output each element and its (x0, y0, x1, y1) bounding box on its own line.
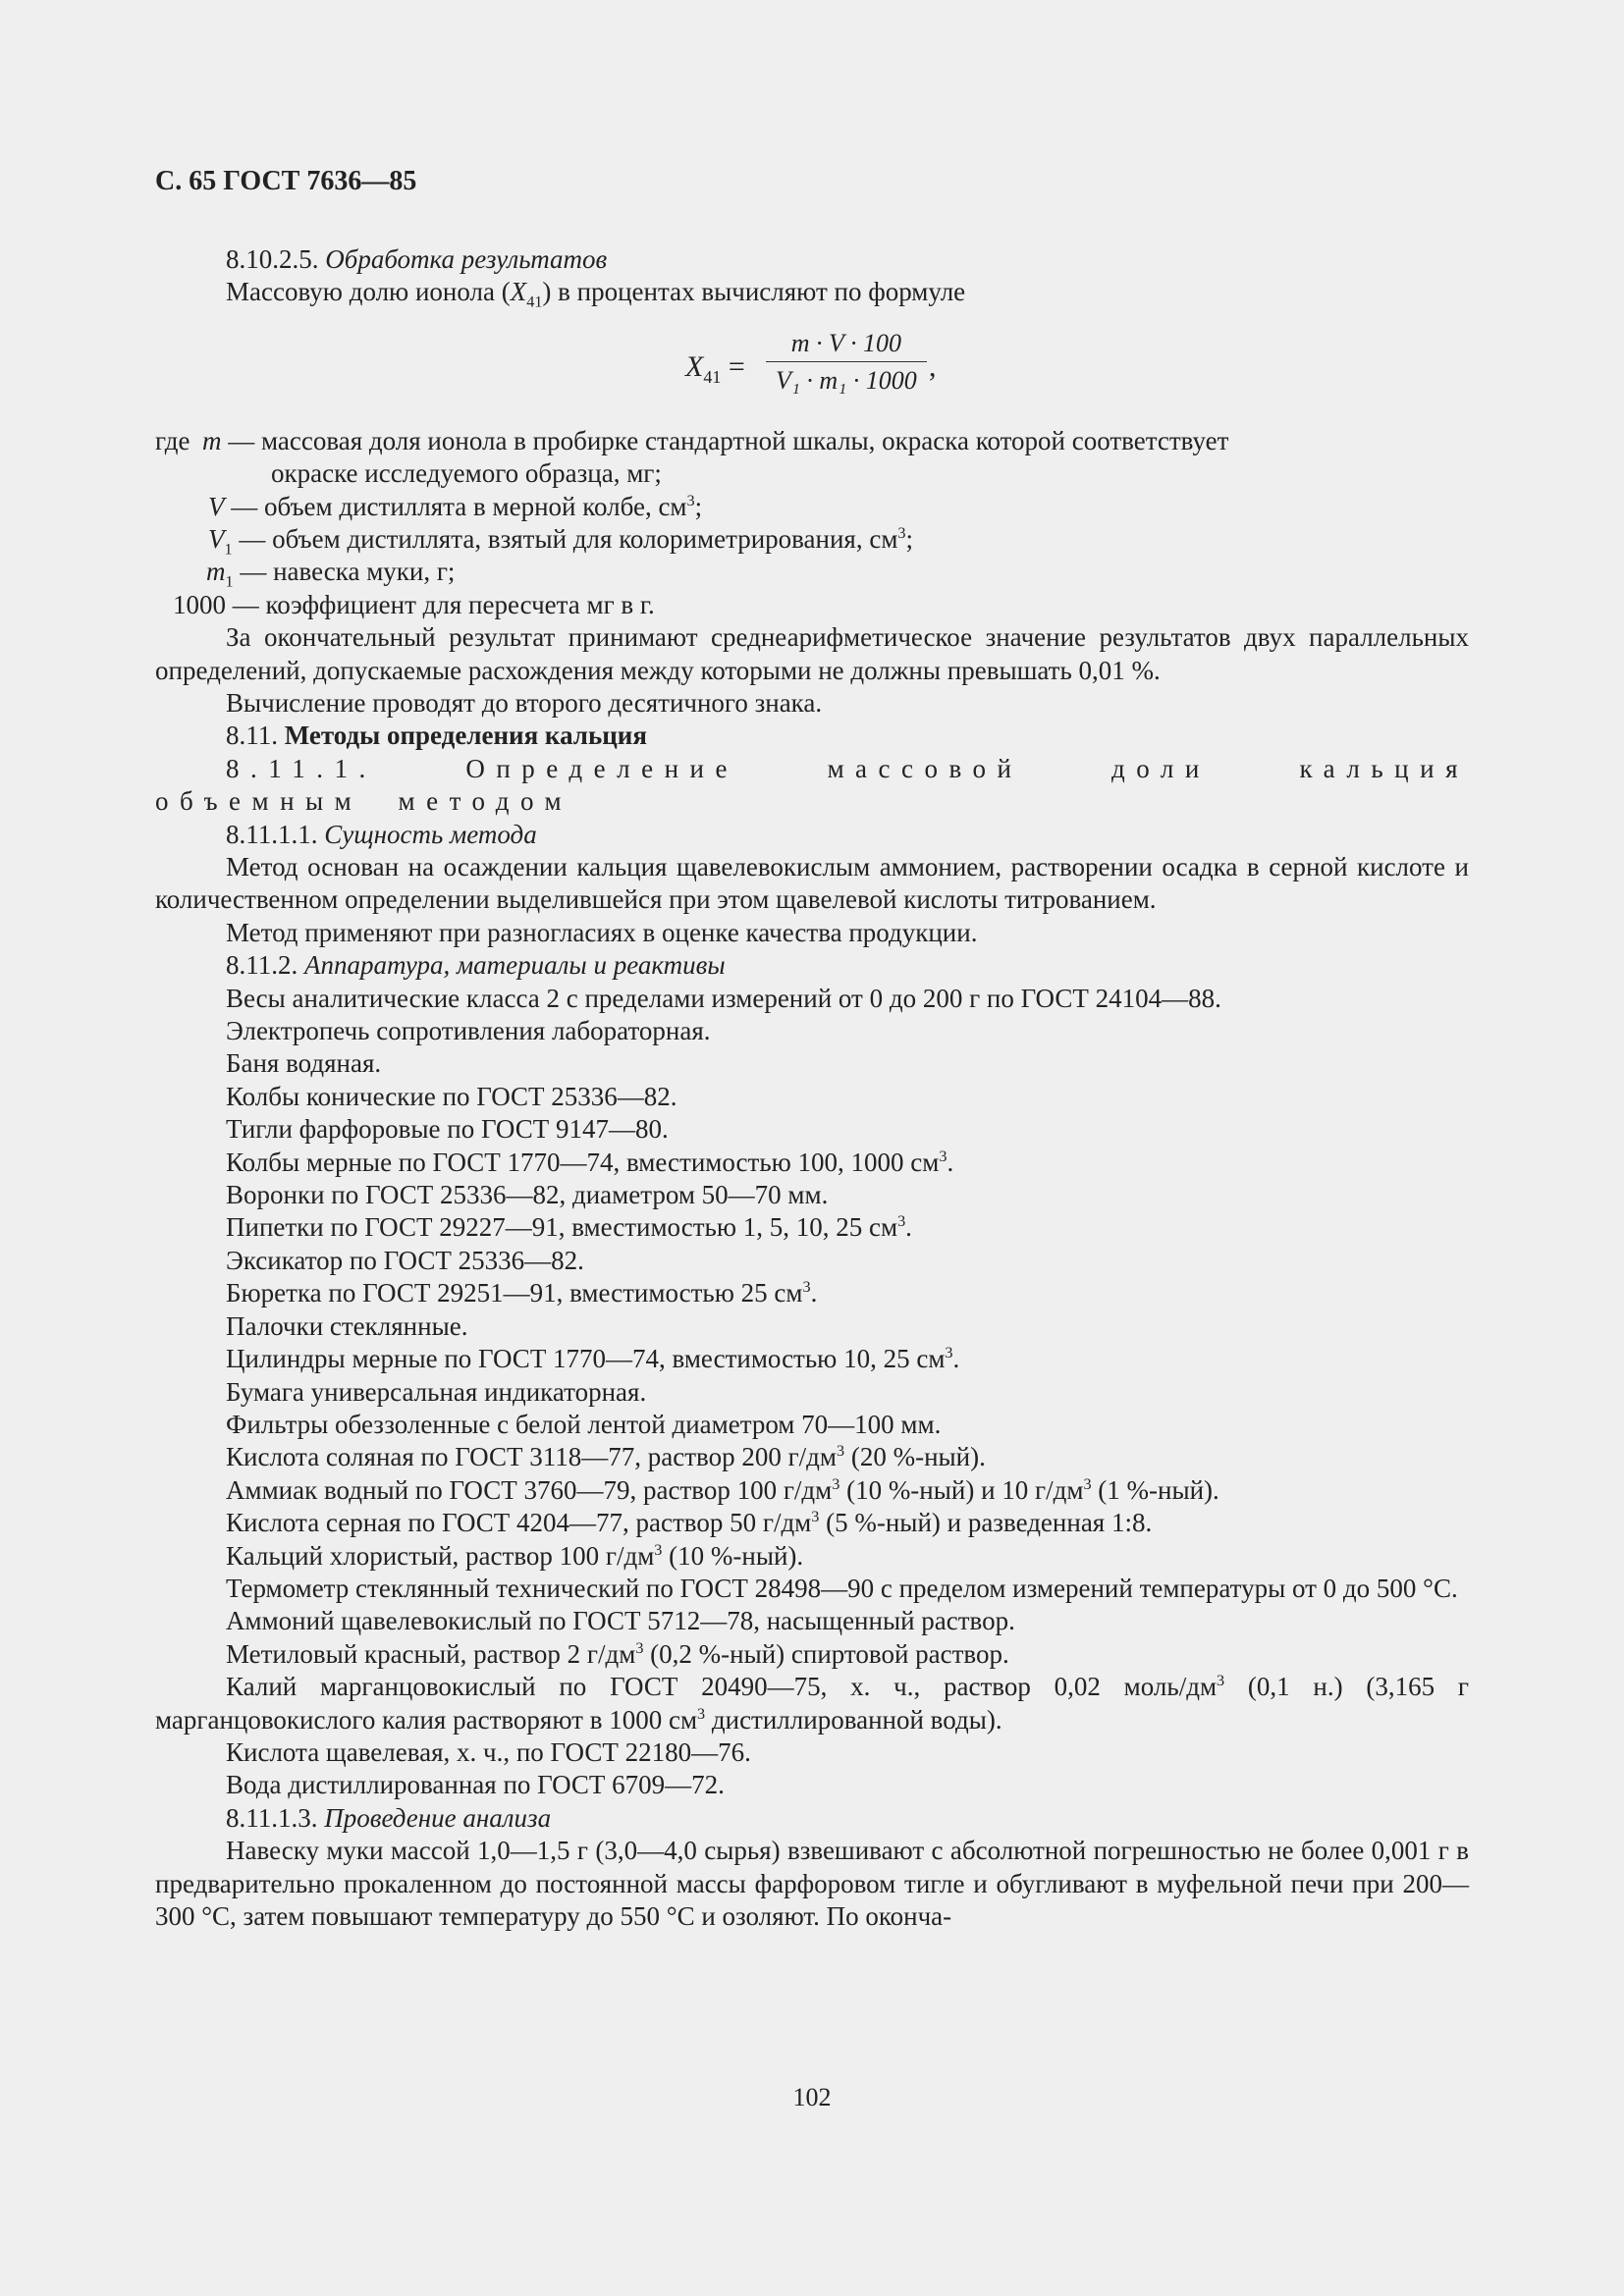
list-item: Весы аналитические класса 2 с пределами измерений от 0 до 200 г по ГОСТ 24104—88. (226, 983, 1221, 1013)
list-item: Электропечь сопротивления лабораторная. (226, 1016, 711, 1046)
list-item-tail: . (905, 1212, 912, 1243)
section-8-11-2 (155, 949, 1469, 982)
where-word: где (155, 425, 190, 455)
paragraph-final-result: За окончательный результат принимают среднеарифметическое значение результатов двух параллельных определений, допускаемые расхождения между которыми не должны превышать 0,01 %. (155, 622, 1469, 685)
page-content (155, 0, 1469, 1933)
formula-intro-subscript: 41 (526, 293, 543, 311)
section-title: Аппаратура, материалы и реактивы (304, 950, 726, 981)
section-8-10-2-5 (155, 243, 1469, 276)
list-item: Воронки по ГОСТ 25336—82, диаметром 50—70 мм. (226, 1180, 829, 1210)
list-item-text: Метиловый красный, раствор 2 г/дм (226, 1638, 636, 1669)
list-item-text: Кальций хлористый, раствор 100 г/дм (226, 1540, 655, 1571)
section-8-11-1: 8.11.1. Определение массовой доли кальция объемным методом (155, 753, 1469, 817)
definition-m1 (155, 556, 1469, 591)
definition-m1-text: — навеска муки, г; (233, 557, 456, 587)
section-title: Сущность метода (324, 819, 537, 849)
list-item-tail: (1 %-ный). (1091, 1474, 1219, 1505)
formula-definitions (155, 425, 1469, 621)
section-title: Методы определения кальция (284, 721, 647, 751)
superscript-3: 3 (939, 1147, 947, 1165)
list-item (155, 1540, 1469, 1573)
list-item: Вода дистиллированная по ГОСТ 6709—72. (226, 1770, 725, 1800)
formula-lhs-symbol: X (685, 349, 704, 383)
list-item-text: Аммиак водный по ГОСТ 3760—79, раствор 100 г/дм (226, 1474, 833, 1505)
symbol-m1: m (206, 557, 226, 587)
equipment-list (155, 983, 1469, 1802)
list-item (155, 1211, 1469, 1244)
list-item-text: Кислота серная по ГОСТ 4204—77, раствор 50 г/дм (226, 1508, 812, 1538)
formula-intro-text: Массовую долю ионола ( (226, 277, 511, 307)
list-item: Кислота щавелевая, х. ч., по ГОСТ 22180—76. (226, 1736, 751, 1767)
list-item (155, 1343, 1469, 1375)
list-item: Фильтры обеззоленные с белой лентой диаметром 70—100 мм. (226, 1409, 942, 1439)
symbol-v: V (208, 491, 225, 521)
superscript-3: 3 (802, 1278, 811, 1297)
list-item-text: Цилиндры мерные по ГОСТ 1770—74, вместимостью 10, 25 см (226, 1344, 946, 1374)
section-8-11-1-1 (155, 819, 1469, 851)
superscript-3: 3 (697, 1704, 706, 1723)
definition-m-text: — массовая доля ионола в пробирке стандартной шкалы, окраска которой соответствует (221, 425, 1229, 455)
paragraph-calculation: Вычисление проводят до второго десятичного знака. (226, 687, 823, 718)
formula-intro-tail: ) в процентах вычисляют по формуле (542, 277, 966, 307)
superscript-3: 3 (832, 1474, 840, 1493)
page-number: 102 (792, 2083, 832, 2111)
list-item: Баня водяная. (226, 1048, 382, 1079)
list-item: Колбы конические по ГОСТ 25336—82. (226, 1081, 677, 1111)
paragraph-method: Метод основан на осаждении кальция щавелевокислым аммонием, растворении осадка в серной кислоте и количественном определении выделившейся при этом щавелевой кислоты титрованием. (155, 852, 1469, 915)
section-number: 8.10.2.5. (226, 244, 326, 274)
list-item-tail: (10 %-ный). (662, 1540, 804, 1571)
list-item: Термометр стеклянный технический по ГОСТ 28498—90 с пределом измерений температуры от 0 до 500 °С. (226, 1573, 1458, 1603)
formula-fraction (766, 327, 927, 398)
section-8-11 (155, 720, 1469, 752)
formula-x41 (155, 309, 1469, 425)
list-item: Тигли фарфоровые по ГОСТ 9147—80. (226, 1114, 669, 1145)
list-item-text: Калий марганцовокислый по ГОСТ 20490—75, х. ч., раствор 0,02 моль/дм (226, 1672, 1218, 1702)
superscript-3: 3 (1083, 1474, 1092, 1493)
superscript-3: 3 (897, 1212, 906, 1231)
list-item (155, 1671, 1469, 1736)
symbol-m: m (202, 425, 222, 455)
symbol-v1-subscript: 1 (224, 540, 233, 559)
list-item-text: Пипетки по ГОСТ 29227—91, вместимостью 1, 5, 10, 25 см (226, 1212, 898, 1243)
superscript-3: 3 (897, 523, 906, 542)
definition-1000 (155, 589, 1469, 621)
list-item: Аммоний щавелевокислый по ГОСТ 5712—78, насыщенный раствор. (226, 1606, 1015, 1636)
superscript-3: 3 (654, 1540, 663, 1559)
list-item-text: Колбы мерные по ГОСТ 1770—74, вместимостью 100, 1000 см (226, 1147, 940, 1177)
list-item: Бумага универсальная индикаторная. (226, 1376, 647, 1407)
superscript-3: 3 (945, 1344, 953, 1362)
section-number: 8.11.2. (226, 950, 304, 981)
definition-v1 (155, 523, 1469, 559)
list-item-tail: (20 %-ный). (844, 1442, 986, 1472)
list-item-tail: дистиллированной воды). (705, 1704, 1002, 1735)
list-item (155, 1277, 1469, 1309)
formula-equals: = (721, 349, 745, 383)
list-item (155, 1507, 1469, 1539)
list-item-text: Кислота соляная по ГОСТ 3118—77, раствор 200 г/дм (226, 1442, 837, 1472)
list-item (155, 1474, 1469, 1507)
definition-v1-text: — объем дистиллята, взятый для колориметрирования, см (232, 523, 898, 554)
section-number: 8.11.1.3. (226, 1802, 325, 1833)
superscript-3: 3 (1217, 1672, 1225, 1690)
list-item-tail: . (952, 1344, 960, 1374)
list-item: Эксикатор по ГОСТ 25336—82. (226, 1245, 584, 1275)
formula-intro-symbol: X (510, 277, 527, 307)
section-title: Проведение анализа (324, 1802, 552, 1833)
superscript-3: 3 (837, 1442, 845, 1461)
list-item-tail: (0,2 %-ный) спиртовой раствор. (643, 1638, 1009, 1669)
list-item-middle: (0,1 н.) (3,165 г марганцовокислого калия растворяют в 1000 см (155, 1672, 1470, 1735)
semicolon: ; (694, 491, 703, 521)
section-number: 8.11.1.1. (226, 819, 325, 849)
formula-denominator: V₁ · m₁ · 1000 (776, 366, 917, 396)
definition-1000-text: — коэффициент для пересчета мг в г. (226, 589, 655, 619)
superscript-3: 3 (635, 1638, 644, 1657)
list-item: Палочки стеклянные. (226, 1310, 468, 1341)
formula-lhs-subscript: 41 (703, 366, 722, 387)
definition-v-text: — объем дистиллята в мерной колбе, см (224, 491, 687, 521)
formula-comma: , (929, 349, 937, 383)
symbol-1000: 1000 (173, 589, 226, 619)
list-item (155, 1147, 1469, 1179)
definition-v (155, 491, 1469, 523)
definition-m (155, 425, 1469, 457)
symbol-m1-subscript: 1 (225, 572, 234, 591)
list-item-tail: (5 %-ный) и разведенная 1:8. (819, 1508, 1153, 1538)
list-item-middle: (10 %-ный) и 10 г/дм (839, 1474, 1084, 1505)
semicolon: ; (905, 523, 914, 554)
list-item (155, 1638, 1469, 1671)
page-header: С. 65 ГОСТ 7636—85 (155, 166, 417, 196)
paragraph-applied: Метод применяют при разногласиях в оценке качества продукции. (226, 917, 978, 947)
section-number: 8.11. (226, 721, 285, 751)
list-item-tail: . (810, 1278, 818, 1308)
formula-intro (155, 276, 1469, 311)
section-8-11-1-3 (155, 1802, 1469, 1835)
list-item-tail: . (947, 1147, 954, 1177)
list-item-text: Бюретка по ГОСТ 29251—91, вместимостью 25 см (226, 1278, 803, 1308)
formula-lhs (685, 349, 745, 387)
list-item (155, 1441, 1469, 1473)
paragraph-analysis: Навеску муки массой 1,0—1,5 г (3,0—4,0 сырья) взвешивают с абсолютной погрешностью не более 0,001 г в предварительно прокаленном до постоянной массы фарфоровом тигле и обугливают в муфельной печи при 200—300 °С, затем повышают температуру до 550 °С и озоляют. По оконча- (155, 1836, 1469, 1931)
section-title: Обработка результатов (325, 244, 608, 274)
symbol-v1: V (208, 523, 225, 554)
superscript-3: 3 (811, 1508, 820, 1526)
superscript-3: 3 (686, 491, 695, 509)
formula-numerator: m · V · 100 (790, 328, 901, 357)
definition-m-continuation: окраске исследуемого образца, мг; (271, 458, 662, 489)
